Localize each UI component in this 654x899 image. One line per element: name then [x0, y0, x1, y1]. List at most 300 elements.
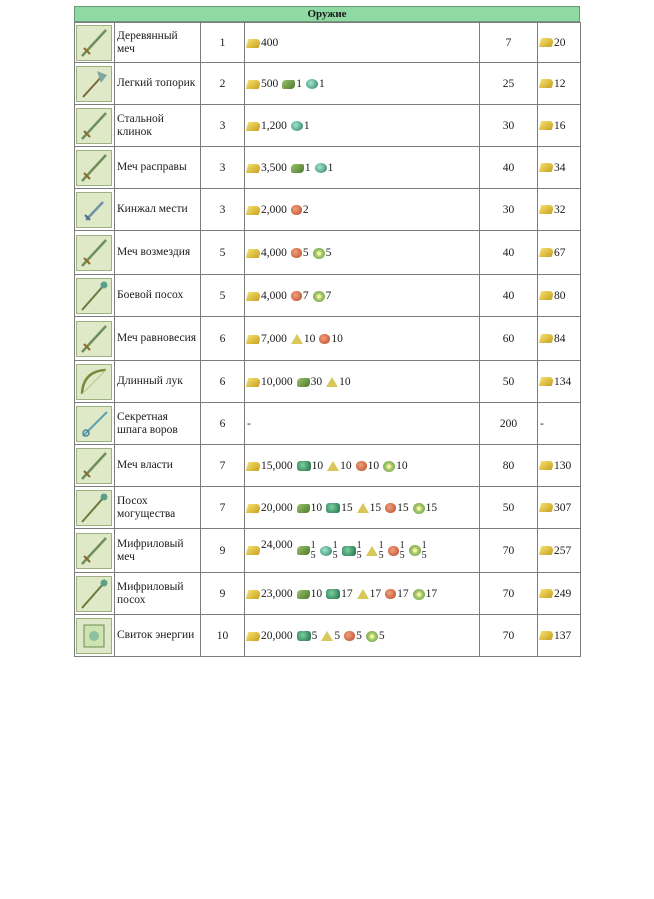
item-price [538, 317, 581, 361]
amount: 15 [341, 501, 353, 514]
ore-icon [319, 334, 330, 344]
gem-icon [315, 163, 327, 173]
sword-icon [76, 150, 112, 186]
ore-icon [291, 248, 302, 258]
ore-icon [291, 205, 302, 215]
cost-resource [356, 460, 380, 472]
item-price [538, 23, 581, 63]
amount: 2,000 [261, 203, 287, 216]
gold-icon [539, 79, 554, 88]
gold-icon [539, 503, 554, 512]
item-price [538, 615, 581, 657]
price-value: 130 [554, 459, 572, 472]
item-power: 80 [480, 445, 538, 487]
amount: 1 [303, 119, 310, 132]
amount: 10 [367, 459, 380, 472]
cost-resource [297, 630, 318, 642]
amount-top: 1 [378, 539, 384, 551]
gold-icon [246, 335, 261, 344]
table-row [75, 63, 581, 105]
item-power: 25 [480, 63, 538, 105]
gold-icon [246, 546, 261, 555]
cost-resource [247, 120, 287, 132]
item-power: 40 [480, 275, 538, 317]
cost-resource [344, 630, 362, 642]
gold-icon [246, 206, 261, 215]
gold-icon [246, 378, 261, 387]
stacked-amount [379, 541, 384, 561]
amount: 10 [331, 332, 343, 345]
cost-resource [326, 502, 353, 514]
flower-icon [413, 589, 425, 600]
table-row [75, 615, 581, 657]
cost-resource [291, 120, 310, 132]
item-name: Меч равновесия [115, 317, 201, 361]
amount: 10 [303, 332, 316, 345]
item-name: Деревянный меч [115, 23, 201, 63]
item-icon-cell [75, 23, 115, 63]
item-level: 10 [201, 615, 245, 657]
table-row [75, 487, 581, 529]
item-price [538, 231, 581, 275]
amount: 10 [396, 459, 408, 472]
item-price [538, 487, 581, 529]
crystal-icon [357, 503, 369, 513]
item-cost [245, 361, 480, 403]
gold-icon [539, 334, 554, 343]
price-value: 249 [554, 587, 572, 600]
amount: 5 [378, 629, 385, 642]
item-name: Длинный лук [115, 361, 201, 403]
item-power: 70 [480, 615, 538, 657]
item-cost [245, 147, 480, 189]
cost-resource [297, 588, 323, 600]
gold-icon [539, 461, 554, 470]
amount-bottom: 5 [378, 549, 384, 561]
item-level: 9 [201, 529, 245, 573]
cost-resource [247, 333, 287, 345]
staff-icon [76, 576, 112, 612]
gold-icon [246, 462, 261, 471]
gold-icon [246, 80, 261, 89]
item-level: 9 [201, 573, 245, 615]
table-row [75, 147, 581, 189]
stacked-amount [333, 541, 338, 561]
cost-resource [291, 290, 309, 302]
price-value: 137 [554, 629, 572, 642]
gem-icon [291, 121, 303, 131]
item-icon-cell [75, 615, 115, 657]
wood-icon [297, 504, 310, 513]
item-name: Боевой посох [115, 275, 201, 317]
gem-icon [320, 546, 332, 556]
wood-icon [291, 164, 304, 173]
cost-resource [247, 247, 287, 259]
table-row [75, 361, 581, 403]
item-price [538, 147, 581, 189]
price-value: 257 [554, 544, 572, 557]
cost-resource [306, 78, 325, 90]
item-level: 6 [201, 361, 245, 403]
amount: 10,000 [261, 375, 293, 388]
amount: 5 [325, 246, 332, 259]
item-price [538, 275, 581, 317]
weapons-sheet [74, 6, 580, 657]
gold-icon [246, 249, 261, 258]
price-value: 307 [554, 501, 572, 514]
amount: 1 [304, 161, 311, 174]
cost-resource [247, 290, 287, 302]
item-cost [245, 63, 480, 105]
gold-icon [539, 377, 554, 386]
cost-resource [385, 502, 409, 514]
cost-resource [327, 460, 352, 472]
item-power: 30 [480, 105, 538, 147]
gold-icon [539, 546, 554, 555]
amount-bottom: 5 [356, 549, 362, 561]
gold-icon [539, 121, 554, 130]
gold-icon [246, 504, 261, 513]
item-power: 40 [480, 147, 538, 189]
cost-resource [409, 541, 427, 561]
emerald-icon [342, 546, 356, 556]
table-row [75, 573, 581, 615]
amount: 17 [369, 587, 382, 600]
rapier-icon [76, 406, 112, 442]
gold-icon [539, 163, 554, 172]
item-level: 5 [201, 231, 245, 275]
item-level: 3 [201, 147, 245, 189]
table-row [75, 105, 581, 147]
item-level: 1 [201, 23, 245, 63]
amount: 1,200 [261, 119, 287, 132]
amount: 5 [356, 629, 362, 642]
amount: 23,000 [261, 587, 293, 600]
ore-icon [291, 291, 302, 301]
item-power: 50 [480, 487, 538, 529]
amount: 7,000 [261, 332, 287, 345]
item-power: 70 [480, 573, 538, 615]
sword-icon [76, 235, 112, 271]
cost-resource [366, 541, 384, 561]
item-name: Мифриловый меч [115, 529, 201, 573]
cost-resource [247, 204, 287, 216]
gold-icon [539, 631, 554, 640]
price-value: - [540, 417, 544, 430]
gold-icon [539, 291, 554, 300]
item-cost [245, 445, 480, 487]
price-value: 34 [554, 161, 566, 174]
crystal-icon [326, 377, 338, 387]
amount: 10 [310, 587, 323, 600]
item-name: Посох могущества [115, 487, 201, 529]
wood-icon [297, 546, 310, 555]
item-name: Легкий топорик [115, 63, 201, 105]
amount: 500 [261, 77, 279, 90]
item-power: 30 [480, 189, 538, 231]
table-title: Оружие [74, 6, 580, 22]
item-cost [245, 189, 480, 231]
item-price [538, 573, 581, 615]
item-cost [245, 231, 480, 275]
cost-resource [342, 541, 362, 561]
cost-resource [385, 588, 409, 600]
amount: 7 [302, 289, 309, 302]
staff-icon [76, 278, 112, 314]
gold-icon [246, 39, 261, 48]
item-level: 6 [201, 403, 245, 445]
amount: 20,000 [261, 501, 293, 514]
gold-icon [246, 632, 261, 641]
ore-icon [385, 503, 396, 513]
item-level: 3 [201, 105, 245, 147]
table-row [75, 189, 581, 231]
gold-icon [246, 164, 261, 173]
cost-resource [247, 588, 293, 600]
item-level: 6 [201, 317, 245, 361]
sword-icon [76, 533, 112, 569]
amount-top: 1 [399, 539, 405, 551]
amount: 15,000 [261, 459, 293, 472]
cost-resource [313, 247, 332, 259]
cost-resource [326, 376, 351, 388]
crystal-icon [321, 631, 333, 641]
stacked-amount [311, 541, 316, 561]
amount-bottom: 5 [332, 549, 338, 561]
cost-resource [247, 37, 278, 49]
emerald-icon [297, 631, 311, 641]
item-price [538, 529, 581, 573]
table-row [75, 529, 581, 573]
flower-icon [313, 291, 325, 302]
amount: 10 [310, 501, 323, 514]
amount: 5 [334, 629, 341, 642]
item-power: 7 [480, 23, 538, 63]
amount: 1 [319, 77, 325, 90]
item-cost [245, 487, 480, 529]
item-level: 5 [201, 275, 245, 317]
table-row [75, 231, 581, 275]
price-value: 16 [554, 119, 566, 132]
gold-icon [246, 292, 261, 301]
item-icon-cell [75, 317, 115, 361]
cost-resource [326, 588, 353, 600]
cost-resource [291, 333, 316, 345]
gold-icon [539, 589, 554, 598]
amount: 17 [425, 587, 438, 600]
price-value: 20 [554, 36, 566, 49]
stacked-amount [400, 541, 405, 561]
price-value: 67 [554, 246, 566, 259]
wood-icon [282, 80, 295, 89]
dagger-icon [76, 192, 112, 228]
item-cost [245, 23, 480, 63]
cost-resource [247, 502, 293, 514]
amount: 4,000 [261, 289, 287, 302]
ore-icon [388, 546, 399, 556]
amount: 17 [397, 587, 409, 600]
emerald-icon [326, 503, 340, 513]
emerald-icon [297, 461, 311, 471]
bow-icon [76, 364, 112, 400]
amount: 10 [311, 459, 324, 472]
cost-resource [247, 376, 293, 388]
wood-icon [297, 378, 310, 387]
item-name: Меч расправы [115, 147, 201, 189]
scroll-icon [76, 618, 112, 654]
cost-resource [297, 502, 323, 514]
item-icon-cell [75, 487, 115, 529]
table-row [75, 317, 581, 361]
wood-icon [297, 590, 310, 599]
amount: 1 [327, 161, 334, 174]
gold-icon [246, 590, 261, 599]
amount-top: 1 [310, 539, 316, 551]
item-name: Кинжал мести [115, 189, 201, 231]
crystal-icon [327, 461, 339, 471]
cost-resource [319, 333, 343, 345]
emerald-icon [326, 589, 340, 599]
price-value: 32 [554, 203, 566, 216]
item-price [538, 403, 581, 445]
cost-resource [383, 460, 408, 472]
item-power: 200 [480, 403, 538, 445]
crystal-icon [291, 334, 303, 344]
item-icon-cell [75, 231, 115, 275]
flower-icon [413, 503, 425, 514]
table-row [75, 275, 581, 317]
stacked-amount [357, 541, 362, 561]
amount: 15 [397, 501, 409, 514]
item-icon-cell [75, 445, 115, 487]
cost-text: - [247, 417, 251, 430]
item-cost [245, 573, 480, 615]
amount: 1 [296, 77, 302, 90]
cost-resource [413, 588, 438, 600]
cost-resource [315, 162, 334, 174]
amount: 30 [310, 375, 323, 388]
cost-resource [357, 588, 382, 600]
gold-icon [539, 38, 554, 47]
amount: 4,000 [261, 246, 287, 259]
item-icon-cell [75, 275, 115, 317]
gem-icon [306, 79, 318, 89]
cost-resource [313, 290, 332, 302]
cost-resource [321, 630, 340, 642]
flower-icon [313, 248, 325, 259]
item-icon-cell [75, 189, 115, 231]
amount: 2 [302, 203, 309, 216]
amount-bottom: 5 [421, 549, 427, 561]
cost-resource [247, 460, 293, 472]
item-name: Меч власти [115, 445, 201, 487]
item-icon-cell [75, 403, 115, 445]
amount: 10 [340, 459, 352, 472]
cost-resource [282, 78, 302, 90]
flower-icon [383, 461, 395, 472]
cost-resource [291, 162, 311, 174]
item-icon-cell [75, 361, 115, 403]
item-price [538, 445, 581, 487]
amount-bottom: 5 [399, 549, 405, 561]
sword-icon [76, 448, 112, 484]
item-cost [245, 403, 480, 445]
crystal-icon [366, 546, 378, 556]
item-cost [245, 105, 480, 147]
cost-resource [297, 460, 324, 472]
item-icon-cell [75, 105, 115, 147]
item-icon-cell [75, 63, 115, 105]
item-price [538, 63, 581, 105]
item-price [538, 361, 581, 403]
item-price [538, 189, 581, 231]
table-row [75, 23, 581, 63]
amount: 24,000 [261, 538, 293, 551]
staff-icon [76, 490, 112, 526]
gold-icon [539, 205, 554, 214]
ore-icon [344, 631, 355, 641]
amount: 10 [339, 375, 351, 388]
item-level: 7 [201, 487, 245, 529]
sword-icon [76, 25, 112, 61]
price-value: 134 [554, 375, 572, 388]
flower-icon [366, 631, 378, 642]
stacked-amount [422, 541, 427, 561]
weapons-table [74, 22, 581, 657]
item-icon-cell [75, 573, 115, 615]
item-name: Свиток энергии [115, 615, 201, 657]
cost-resource [366, 630, 385, 642]
cost-resource [297, 376, 323, 388]
cost-resource [320, 541, 338, 561]
item-level: 7 [201, 445, 245, 487]
sword-icon [76, 321, 112, 357]
cost-resource [247, 630, 293, 642]
amount: 20,000 [261, 629, 293, 642]
item-level: 3 [201, 189, 245, 231]
ore-icon [385, 589, 396, 599]
table-row [75, 445, 581, 487]
amount-top: 1 [332, 539, 338, 551]
item-name: Меч возмездия [115, 231, 201, 275]
crystal-icon [357, 589, 369, 599]
item-icon-cell [75, 147, 115, 189]
amount: 3,500 [261, 161, 287, 174]
amount-top: 1 [421, 539, 427, 551]
price-value: 84 [554, 332, 566, 345]
price-value: 12 [554, 77, 566, 90]
amount: 400 [261, 36, 279, 49]
flower-icon [409, 545, 421, 556]
amount: 15 [369, 501, 382, 514]
amount-bottom: 5 [310, 549, 316, 561]
cost-resource [357, 502, 382, 514]
amount: 17 [341, 587, 353, 600]
cost-resource [297, 541, 316, 561]
item-name: Стальной клинок [115, 105, 201, 147]
amount-top: 1 [356, 539, 362, 551]
cost-resource [388, 541, 405, 561]
amount: 15 [425, 501, 438, 514]
sword-icon [76, 108, 112, 144]
gold-icon [246, 122, 261, 131]
item-power: 50 [480, 361, 538, 403]
cost-resource [413, 502, 438, 514]
gold-icon [539, 248, 554, 257]
amount: 7 [325, 289, 332, 302]
item-power: 60 [480, 317, 538, 361]
item-power: 70 [480, 529, 538, 573]
